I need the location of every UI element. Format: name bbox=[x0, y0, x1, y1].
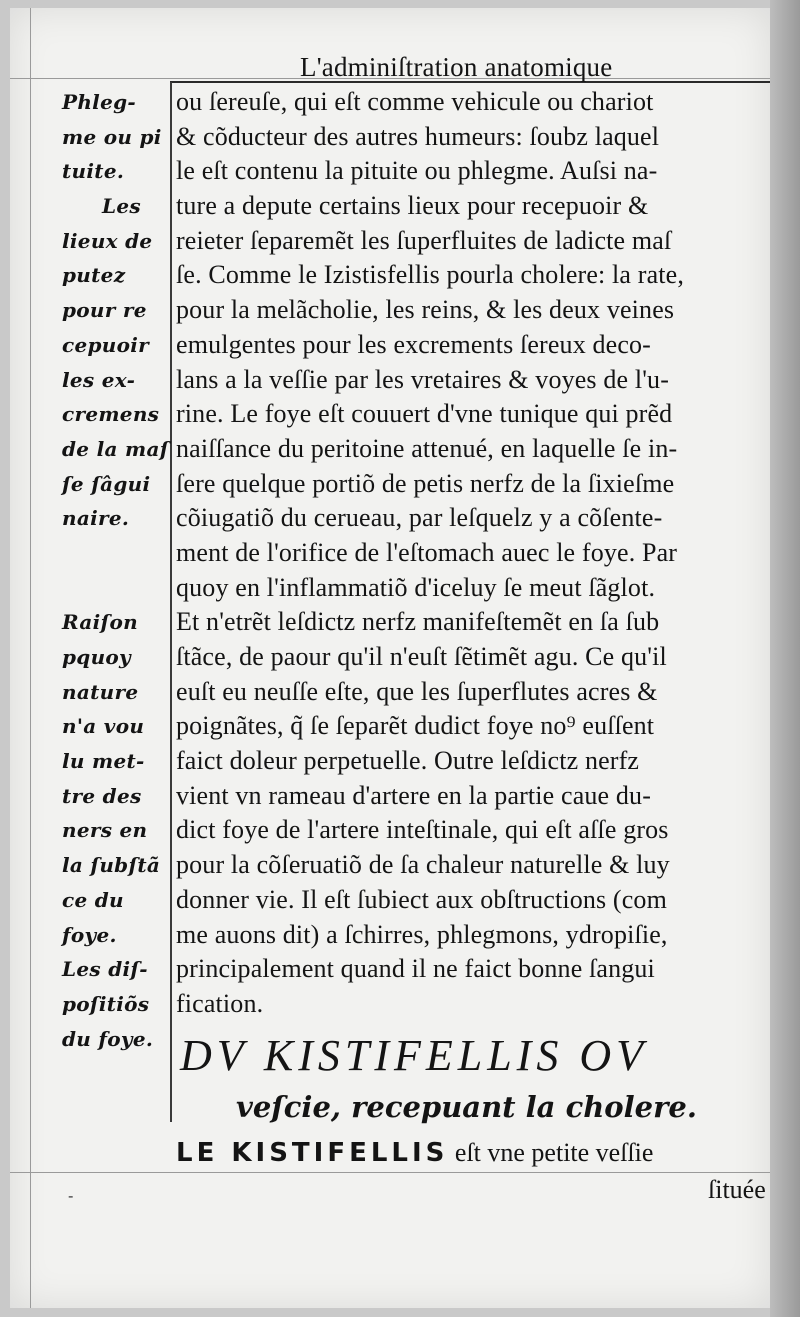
text-line: faict doleur perpetuelle. Outre leſdictz nerfz bbox=[176, 746, 640, 776]
text-line: pour la cõſeruatiõ de ſa chaleur naturelle & luy bbox=[176, 850, 670, 880]
text-line: naiſſance du peritoine attenué, en laquelle ſe in- bbox=[176, 433, 678, 463]
margin-note: foye. bbox=[62, 922, 117, 947]
text-line: ture a depute certains lieux pour recepuoir & bbox=[176, 191, 649, 221]
text-line: & cõducteur des autres humeurs: ſoubz laquel bbox=[176, 121, 660, 151]
text-line: ou ſereuſe, qui eſt comme vehicule ou chariot bbox=[176, 87, 654, 116]
margin-note: me ou pi bbox=[62, 124, 162, 149]
running-head: L'adminiſtration anatomique bbox=[300, 52, 613, 82]
margin-note: Les bbox=[102, 194, 141, 219]
margin-note: tuite. bbox=[62, 159, 125, 184]
margin-note: ſe ſâgui bbox=[62, 471, 151, 496]
text-line: ſe. Comme le Izistisfellis pourla cholere: la rate, bbox=[176, 260, 684, 290]
margin-note bbox=[62, 536, 170, 571]
text-line: lans a la veſſie par les vretaires & voyes de l'u- bbox=[176, 364, 670, 394]
margin-note: lu met- bbox=[62, 749, 145, 774]
column-divider bbox=[170, 82, 172, 1122]
body-text bbox=[176, 85, 768, 1022]
text-line: fication. bbox=[176, 988, 264, 1018]
text-line: reieter ſeparemẽt les ſuperfluites de ladicte maſ bbox=[176, 225, 672, 255]
text-line: ſtãce, de paour qu'il n'euſt ſẽtimẽt agu. Ce qu'il bbox=[176, 642, 667, 671]
scan-rule-bottom bbox=[10, 1172, 770, 1173]
text-line: ment de l'orifice de l'eſtomach auec le foye. Par bbox=[176, 537, 678, 567]
margin-note: putez bbox=[62, 263, 126, 288]
scan-rule-left bbox=[30, 8, 31, 1308]
margin-note: cremens bbox=[62, 402, 160, 427]
margin-note: n'a vou bbox=[62, 714, 145, 739]
text-line: le eſt contenu la pituite ou phlegme. Auſsi na- bbox=[176, 156, 658, 186]
margin-note: tre des bbox=[62, 783, 142, 808]
margin-note: les ex- bbox=[62, 367, 136, 392]
margin-note bbox=[62, 571, 170, 606]
margin-note: Phleg- bbox=[62, 90, 136, 114]
lead-smallcaps: LE KISTIFELLIS bbox=[176, 1138, 449, 1168]
margin-note: ners en bbox=[62, 818, 148, 843]
section-subheading: veſcie, recepuant la cholere. bbox=[236, 1090, 697, 1124]
lead-rest: eſt vne petite veſſie bbox=[448, 1138, 654, 1167]
text-line: rine. Le foye eſt couuert d'vne tunique qui prẽd bbox=[176, 399, 673, 429]
text-line: euſt eu neuſſe eſte, que les ſuperflutes acres & bbox=[176, 676, 658, 706]
margin-note: pour re bbox=[62, 298, 147, 323]
margin-note: lieux de bbox=[62, 228, 153, 253]
margin-note: cepuoir bbox=[62, 332, 150, 357]
text-line: pour la melãcholie, les reins, & les deux veines bbox=[176, 295, 675, 325]
margin-note: naire. bbox=[62, 506, 130, 531]
section-lead-line bbox=[176, 1138, 653, 1168]
catchword: ſituée bbox=[708, 1175, 766, 1204]
dash-mark: - bbox=[68, 1186, 74, 1205]
page-gutter bbox=[770, 0, 800, 1317]
text-line: poignãtes, q̃ ſe ſeparẽt dudict foye no⁹ euſſent bbox=[176, 711, 655, 741]
text-line: dict foye de l'artere inteſtinale, qui eſt aſſe gros bbox=[176, 815, 669, 845]
text-line: donner vie. Il eſt ſubiect aux obſtructions (com bbox=[176, 884, 667, 914]
margin-note: du foye. bbox=[62, 1026, 154, 1051]
text-line: cõiugatiõ du cerueau, par leſquelz y a cõſente- bbox=[176, 503, 663, 533]
section-heading: DV KISTIFELLIS OV bbox=[180, 1031, 648, 1080]
text-line: Et n'etrẽt leſdictz nerfz manifeſtemẽt en ſa ſub bbox=[176, 607, 660, 637]
margin-note: pquoy bbox=[62, 645, 131, 669]
text-line: me auons dit) a ſchirres, phlegmons, ydropiſie, bbox=[176, 919, 668, 949]
margin-note: Les diſ- bbox=[62, 957, 148, 982]
text-line: principalement quand il ne faict bonne ſangui bbox=[176, 954, 655, 984]
margin-note: nature bbox=[62, 679, 139, 704]
margin-note: la ſubſtã bbox=[62, 853, 161, 878]
text-line: emulgentes pour les excrements ſereux deco- bbox=[176, 329, 651, 359]
text-line: vient vn rameau d'artere en la partie caue du- bbox=[176, 780, 652, 810]
text-line: ſere quelque portiõ de petis nerfz de la ſixieſme bbox=[176, 468, 675, 498]
margin-note: de la maſ bbox=[62, 436, 169, 461]
margin-note: poſitiõs bbox=[62, 991, 150, 1016]
text-line: quoy en l'inflammatiõ d'iceluy ſe meut ſãglot. bbox=[176, 572, 656, 602]
margin-note: ce du bbox=[62, 887, 124, 912]
margin-notes bbox=[62, 85, 170, 1056]
margin-note: Raiſon bbox=[62, 610, 138, 635]
